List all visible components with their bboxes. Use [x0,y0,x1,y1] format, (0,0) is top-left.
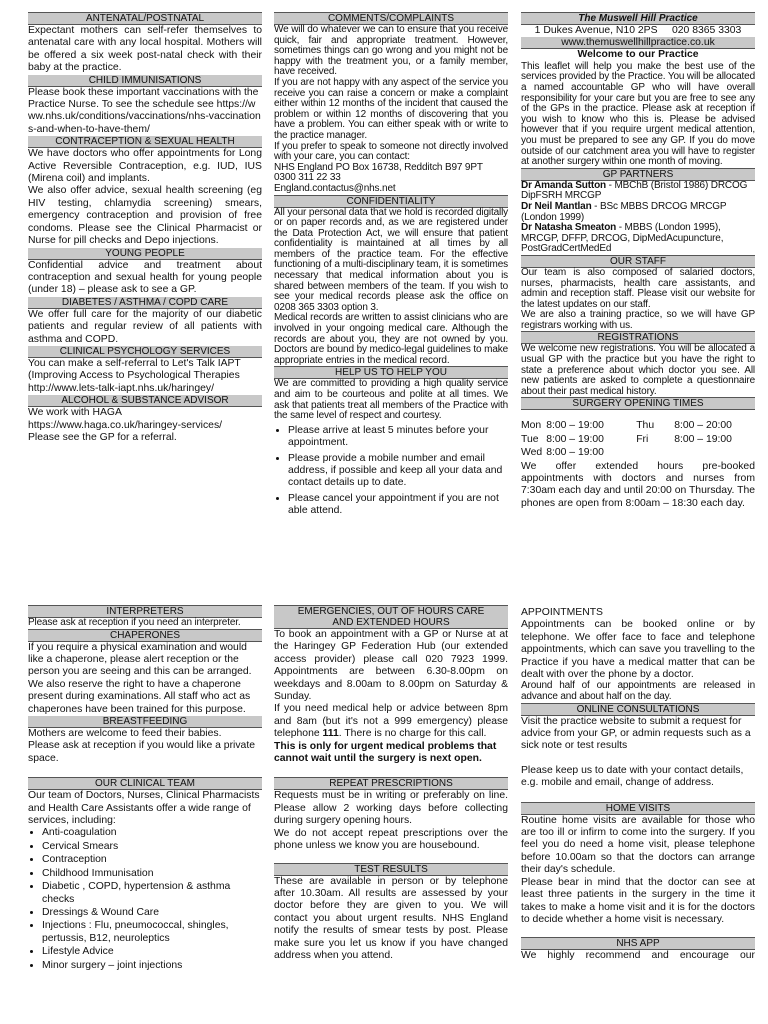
column-1-top [28,12,262,444]
young-people-heading: YOUNG PEOPLE [28,248,262,260]
home-visits-text-1: Routine home visits are available for those who are too ill or infirm to come into the surgery. If you feel you do need a home visit, please telephone before 10.00am so that the doctors can arrange their day's schedule. [521,814,755,876]
test-results-text: These are available in person or by telephone after 10.30am. All results are assessed by your doctor before they are given to you. We will contact you about urgent results. NHS England notify the results of smear tests by post. Please make sure you let us know if you have changed address when you attend. [274,875,508,961]
list-item: • Diabetic , COPD, hypertension & asthma checks [42,881,262,906]
confidentiality-text-2: Medical records are written to assist clinicians who are involved in your ongoing medical care. Although the records are about you, they are not owned by you. Doctors are bound by medico-legal guidelines to make appropriate entries in the medical record. [274,312,508,366]
interpreters-heading: INTERPRETERS [28,605,262,618]
practice-website[interactable]: www.themuswellhillpractice.co.uk [521,37,755,49]
alcohol-text-2: Please see the GP for a referral. [28,431,177,443]
clinical-team-list [28,827,262,971]
help-heading: HELP US TO HELP YOU [274,366,508,379]
breastfeeding-text-2: Please ask at reception if you would like a private space. [28,740,255,764]
list-item: • Lifestyle Advice [42,946,262,958]
table-row [521,447,736,460]
time-cell: 8:00 – 19:00 [546,420,604,432]
clinical-team-heading: OUR CLINICAL TEAM [28,777,262,790]
time-cell: 8:00 – 19:00 [674,433,732,445]
clinical-team-text: Our team of Doctors, Nurses, Clinical Pharmacists and Health Care Assistants offer a wide range of services, including: [28,790,260,827]
list-item: • Dressings & Wound Care [42,907,262,919]
emergency-number: 111 [322,728,339,740]
column-2-top [274,12,508,521]
column-2-bottom [274,605,508,962]
help-item: • Please cancel your appointment if you are not able attend. [288,493,508,518]
opening-times-text: We offer extended hours pre-booked appointments with doctors and nurses from 7:30am each day and until 20:00 on Thursday. The phones are open from 8:00am – 18:30 each day. [521,460,755,509]
contraception-text-2: We also offer advice, sexual health screening (eg HIV testing, chlamydia screening) smears, emergency contraception and provision of free condoms. Please see the Clinical Pharmacist or Nurse for pill checks and Depo injections. [28,185,262,247]
diabetes-heading: DIABETES / ASTHMA / COPD CARE [28,297,262,309]
appointments-text-1: Appointments can be booked online or by telephone. We offer face to face and telephone appointments, which can save you travelling to the Practice if you have a medical matter that can be dealt with over the phone by a doctor. [521,619,755,681]
gp-partners-heading: GP PARTNERS [521,168,755,181]
list-item: • Minor surgery – joint injections [42,960,262,972]
young-people-text: Confidential advice and treatment about contraception and sexual health for young people (under 18) – please ask to see a GP. [28,259,262,296]
day-cell: Tue [521,433,539,445]
emergencies-text-2a: If you need medical help or advice between 8pm and 8am (but it's not a 999 emergency) please telephone [274,703,508,740]
psychology-text: You can make a self-referral to Let's Talk IAPT (Improving Access to Psychological Therapies http://www.lets-talk-iapt.nhs.uk/haringey/ [28,357,241,394]
practice-name: The Muswell Hill Practice [521,12,755,25]
partner-2-name: Dr Neil Mantlan [521,200,592,212]
breastfeeding-text-1: Mothers are welcome to feed their babies. [28,728,222,740]
help-text: We are committed to providing a high quality service and aim to be courteous and polite at all times. We ask that patients treat all members of the Practice with the same level of respect and courtesy. [274,378,508,422]
home-visits-text-2: Please bear in mind that the doctor can see at least three patients in the surgery in the time it takes to make a home visit and it is for the doctors to decide whether a home visit is necessary. [521,876,755,925]
partner-2 [521,202,755,223]
welcome-text: This leaflet will help you make the best use of the services provided by the Practice. You will be allocated a named accountable GP who will have overall responsibility for your care but you are free to see any of the GPs in the practice. Please ask at reception if you wish to know who this is. Please be advised however that if you require urgent medical attention, you must be prepared to see any GP. If you do move outside of our catchment area you will have to register at another surgery within one month of moving. [521,60,755,168]
time-cell [674,447,736,460]
child-immunisations-heading: CHILD IMMUNISATIONS [28,75,262,87]
chaperones-text-1: If you require a physical examination and would like a chaperone, please alert reception or the person you are seeing and this can be arranged. [28,641,252,678]
breastfeeding-heading: BREASTFEEDING [28,716,262,728]
time-cell: 8:00 – 19:00 [546,433,604,445]
day-cell: Wed [521,447,543,459]
comments-text-2: If you are not happy with any aspect of the service you receive you can raise a concern or make a complaint either within 12 months of the incident that caused the problem or within 12 months of discovering that you have a problem. You can either speak with or write to the practice manager. [274,76,508,141]
antenatal-text: Expectant mothers can self-refer themselves to antenatal care with any local hospital. Mothers will be offered a six week post-natal check with their baby at the practice. [28,25,262,74]
day-cell: Thu [636,420,655,432]
day-cell: Fri [636,433,649,445]
chaperones-text-2: We also reserve the right to have a chaperone present during examinations. All staff who act as chaperones have been trained for this purpose. [28,678,251,715]
partner-1 [521,181,755,202]
online-consultations-heading: ONLINE CONSULTATIONS [521,703,755,716]
confidentiality-text-1: All your personal data that we hold is recorded digitally or on paper records and, as we are registered under the Data Protection Act, we will ensure that patient confidentiality is maintained at all times by all members of the practice team. For the effective functioning of a multi-disciplinary team, it is sometimes necessary that medical information about you is shared between members of the team. If you wish to see your medical records please ask the office on 0208 365 3303 option 3. [274,206,508,313]
appointments-text-2: Around half of our appointments are released in advance and about half on the day. [521,680,755,703]
repeat-prescriptions-heading: REPEAT PRESCRIPTIONS [274,777,508,790]
interpreters-text: Please ask at reception if you need an interpreter. [28,617,241,628]
help-list [274,425,508,518]
test-results-heading: TEST RESULTS [274,863,508,876]
emergencies-text-2b: . There is no charge for this call. [338,728,487,740]
repeat-text-2: We do not accept repeat prescriptions over the phone unless we know you are housebound. [274,827,508,852]
nhs-app-text: We highly recommend and encourage our [521,950,755,962]
chaperones-heading: CHAPERONES [28,629,262,642]
partner-3 [521,223,755,255]
repeat-text-1: Requests must be in writing or preferably on line. Please allow 2 working days before collecting during surgery opening hours. [274,790,508,827]
comments-email[interactable]: England.contactus@nhs.net [274,182,396,194]
comments-heading: COMMENTS/COMPLAINTS [274,12,508,25]
appointments-heading: APPOINTMENTS [521,607,603,618]
emergencies-heading: EMERGENCIES, OUT OF HOURS CARE AND EXTENDED HOURS [274,605,508,629]
comments-phone: 0300 311 22 33 [274,172,341,184]
emergencies-text-1: To book an appointment with a GP or Nurse at at the Haringey GP Federation Hub (our extended access provider) please call 020 7923 1999. Appointments are between 6.30-8.00pm on weekdays and 8.00am to 8.00pm on Saturday & Sunday. [274,629,508,703]
comments-text-1: We will do whatever we can to ensure that you receive quick, fair and appropriate treatment. However, sometimes things can go wrong and you might not be happy with the treatment you, or a family member, have received. [274,24,508,78]
list-item: • Contraception [42,854,262,866]
list-item: • Injections : Flu, pneumococcal, shingles, pertussis, B12, neuroleptics [42,920,262,945]
confidentiality-heading: CONFIDENTIALITY [274,195,508,208]
practice-contact [521,25,755,37]
partner-3-quals: - MBBS (London 1995), MRCGP, DFFP, DRCOG, DipMedAcupuncture, PostGradCertMedEd [521,222,724,255]
table-row [521,434,736,447]
psychology-heading: CLINICAL PSYCHOLOGY SERVICES [28,346,262,358]
day-cell: Mon [521,420,542,432]
column-3-bottom [521,607,755,963]
home-visits-heading: HOME VISITS [521,802,755,815]
column-1-bottom [28,605,262,973]
alcohol-text-1: We work with HAGA https://www.haga.co.uk/haringey-services/ [28,407,223,431]
nhs-app-heading: NHS APP [521,937,755,950]
partner-1-name: Dr Amanda Sutton [521,179,607,191]
comments-address: NHS England PO Box 16738, Redditch B97 9PT [274,161,483,173]
time-cell: 8:00 – 20:00 [674,420,732,432]
registrations-text: We welcome new registrations. You will be allocated a usual GP with the practice but you have the right to state a preference about which doctor you see. All new patients are asked to complete a questionnaire about their past medical history. [521,343,755,397]
list-item: • Cervical Smears [42,841,262,853]
partner-1-quals: - MBChB (Bristol 1986) DRCOG DipFSRH MRCGP [521,179,748,202]
registrations-heading: REGISTRATIONS [521,331,755,344]
partner-2-quals: - BSc MBBS DRCOG MRCGP (London 1999) [521,200,727,223]
practice-address: 1 Dukes Avenue, N10 2PS [534,25,658,36]
staff-text-2: We are also a training practice, so we will have GP registrars working with us. [521,309,755,331]
contraception-text-1: We have doctors who offer appointments for Long Active Reversible Contraception, e.g. IUD, IUS (Mirena coil) and implants. [28,148,262,185]
table-row [521,420,736,433]
help-item: • Please arrive at least 5 minutes before your appointment. [288,425,508,450]
help-item: • Please provide a mobile number and email address, if possible and keep all your data and contact details up to date. [288,453,508,490]
practice-phone: 020 8365 3303 [671,25,742,36]
child-immunisations-text: Please book these important vaccinations with the Practice Nurse. To see the schedule see https://www.nhs.uk/conditions/vaccinations/nhs-vaccinations-and-when-to-have-them/ [28,86,261,135]
alcohol-heading: ALCOHOL & SUBSTANCE ADVISOR [28,395,262,407]
welcome-heading: Welcome to our Practice [577,49,699,61]
our-staff-heading: OUR STAFF [521,255,755,268]
column-3-top [521,12,755,510]
list-item: • Anti-coagulation [42,827,262,839]
online-text-1: Visit the practice website to submit a request for advice from your GP, or admin requests such as a sick note or test results [521,715,751,752]
comments-text-3: If you prefer to speak to someone not directly involved with your care, you can contact: [274,140,508,163]
diabetes-text: We offer full care for the majority of our diabetic patients and regular review of all patients with asthma and COPD. [28,308,262,345]
emergencies-text-2 [274,703,508,740]
staff-text-1: Our team is also composed of salaried doctors, nurses, pharmacists, health care assistants, and admin and reception staff. Please visit our website for the latest updates on our staff. [521,266,755,310]
opening-times-table [521,420,736,460]
time-cell: 8:00 – 19:00 [546,447,604,459]
day-cell [636,447,674,460]
opening-times-heading: SURGERY OPENING TIMES [521,397,755,410]
partner-3-name: Dr Natasha Smeaton [521,222,617,234]
emergencies-bold-note: This is only for urgent medical problems that cannot wait until the surgery is next open. [274,740,497,765]
online-text-2: Please keep us to date with your contact details, e.g. mobile and email, change of address. [521,764,744,789]
antenatal-heading: ANTENATAL/POSTNATAL [28,12,262,25]
contraception-heading: CONTRACEPTION & SEXUAL HEALTH [28,136,262,148]
list-item: • Childhood Immunisation [42,868,262,880]
